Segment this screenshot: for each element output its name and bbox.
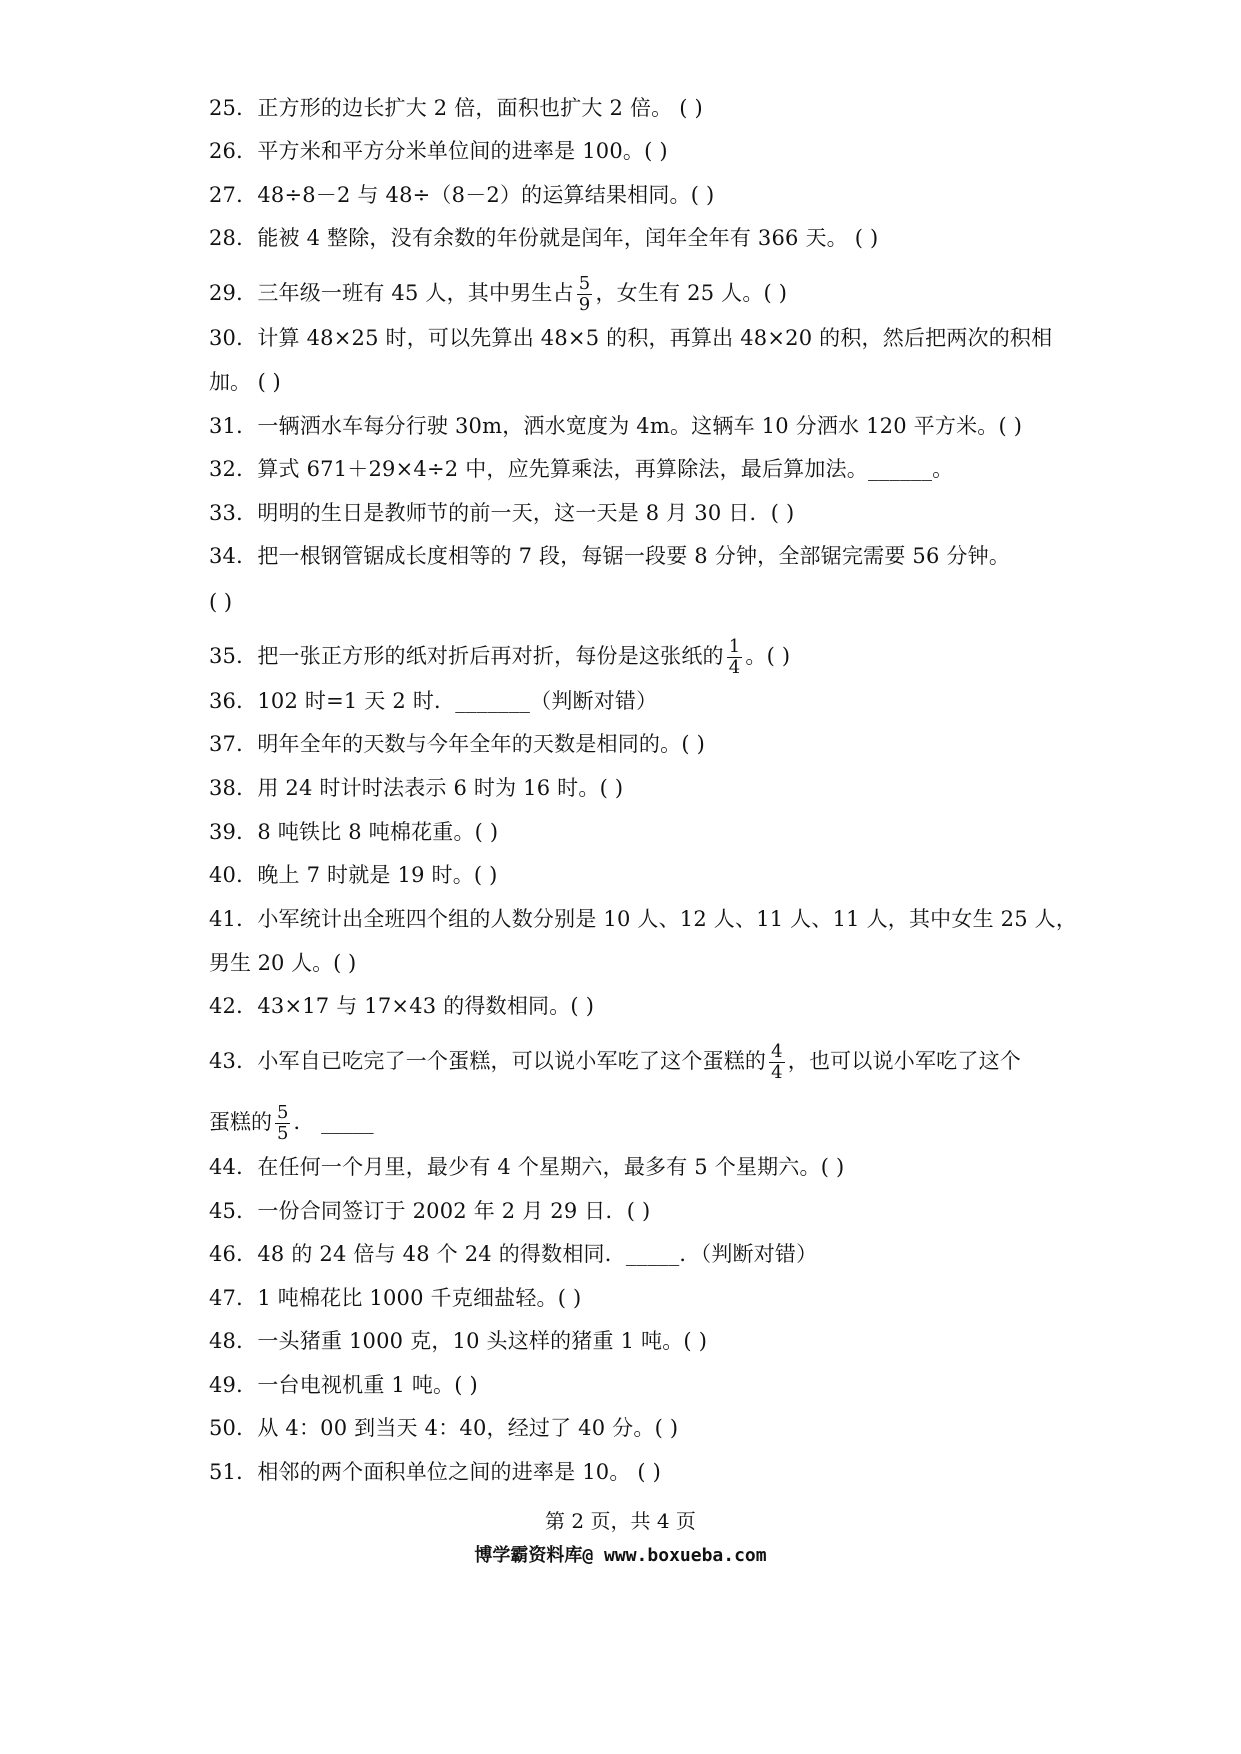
fraction-numerator: 4 [771, 1041, 783, 1062]
question-34: 34．把一根钢管锯成长度相等的 7 段，每锯一段要 8 分钟，全部锯完需要 56 分钟。 [209, 544, 1011, 568]
question-25: 25．正方形的边长扩大 2 倍，面积也扩大 2 倍。 ( ) [209, 96, 703, 120]
question-26: 26．平方米和平方分米单位间的进率是 100。( ) [209, 139, 668, 163]
question-45: 45．一份合同签订于 2002 年 2 月 29 日．( ) [209, 1199, 651, 1223]
question-31: 31．一辆洒水车每分行驶 30m，洒水宽度为 4m。这辆车 10 分洒水 120 平方米。( ) [209, 414, 1023, 438]
question-28: 28．能被 4 整除，没有余数的年份就是闰年，闰年全年有 366 天。 ( ) [209, 226, 879, 250]
page-number: 第 2 页，共 4 页 [545, 1509, 696, 1533]
question-43-text: 43．小军自已吃完了一个蛋糕，可以说小军吃了这个蛋糕的 [209, 1049, 767, 1073]
question-40: 40．晚上 7 时就是 19 时。( ) [209, 863, 498, 887]
question-30-continued: 加。 ( ) [209, 370, 281, 394]
question-50: 50．从 4：00 到当天 4：40，经过了 40 分。( ) [209, 1416, 679, 1440]
fraction-denominator: 4 [771, 1062, 783, 1083]
question-42: 42．43×17 与 17×43 的得数相同。( ) [209, 994, 595, 1018]
watermark-brand: 博学霸资料库@ www.boxueba.com [474, 1545, 767, 1566]
question-43-cont-tail: ． _____ [293, 1110, 374, 1134]
question-37: 37．明年全年的天数与今年全年的天数是相同的。( ) [209, 732, 705, 756]
fraction-denominator: 5 [277, 1123, 289, 1144]
question-46: 46．48 的 24 倍与 48 个 24 的得数相同．_____．（判断对错） [209, 1242, 818, 1266]
fraction-5-5 [275, 1103, 290, 1144]
question-43-tail: ，也可以说小军吃了这个 [787, 1049, 1021, 1073]
question-34-continued: ( ) [209, 590, 233, 614]
question-35 [209, 637, 790, 678]
question-48: 48．一头猪重 1000 克，10 头这样的猪重 1 吨。( ) [209, 1329, 708, 1353]
question-41: 41．小军统计出全班四个组的人数分别是 10 人、12 人、11 人、11 人，其中女生 25 人， [209, 907, 1078, 931]
question-36: 36．102 时=1 天 2 时．_______（判断对错） [209, 689, 658, 713]
question-43-cont-text: 蛋糕的 [209, 1110, 272, 1134]
question-29-tail: ，女生有 25 人。( ) [595, 281, 788, 305]
question-27: 27．48÷8－2 与 48÷（8－2）的运算结果相同。( ) [209, 183, 715, 207]
question-49: 49．一台电视机重 1 吨。( ) [209, 1373, 478, 1397]
question-38: 38．用 24 时计时法表示 6 时为 16 时。( ) [209, 776, 624, 800]
question-35-tail: 。( ) [745, 644, 791, 668]
question-47: 47．1 吨棉花比 1000 千克细盐轻。( ) [209, 1286, 582, 1310]
question-33: 33．明明的生日是教师节的前一天，这一天是 8 月 30 日．( ) [209, 501, 795, 525]
fraction-denominator: 9 [578, 294, 591, 315]
question-43-continued [209, 1103, 374, 1144]
fraction-5-9 [577, 274, 593, 315]
fraction-numerator: 5 [277, 1102, 289, 1123]
question-51: 51．相邻的两个面积单位之间的进率是 10。 ( ) [209, 1460, 662, 1484]
question-43 [209, 1042, 1021, 1083]
question-30: 30．计算 48×25 时，可以先算出 48×5 的积，再算出 48×20 的积，然后把两次的积相 [209, 326, 1053, 350]
fraction-numerator: 5 [578, 273, 591, 294]
fraction-1-4 [727, 637, 743, 678]
question-41-continued: 男生 20 人。( ) [209, 951, 357, 975]
question-39: 39．8 吨铁比 8 吨棉花重。( ) [209, 820, 499, 844]
fraction-numerator: 1 [728, 636, 741, 657]
question-44: 44．在任何一个月里，最少有 4 个星期六，最多有 5 个星期六。( ) [209, 1155, 845, 1179]
question-29-text: 29．三年级一班有 45 人，其中男生占 [209, 281, 574, 305]
fraction-denominator: 4 [728, 657, 741, 678]
fraction-4-4 [769, 1042, 785, 1083]
question-35-text: 35．把一张正方形的纸对折后再对折，每份是这张纸的 [209, 644, 724, 668]
question-29 [209, 274, 787, 315]
question-32: 32．算式 671＋29×4÷2 中，应先算乘法，再算除法，最后算加法。______。 [209, 457, 954, 481]
